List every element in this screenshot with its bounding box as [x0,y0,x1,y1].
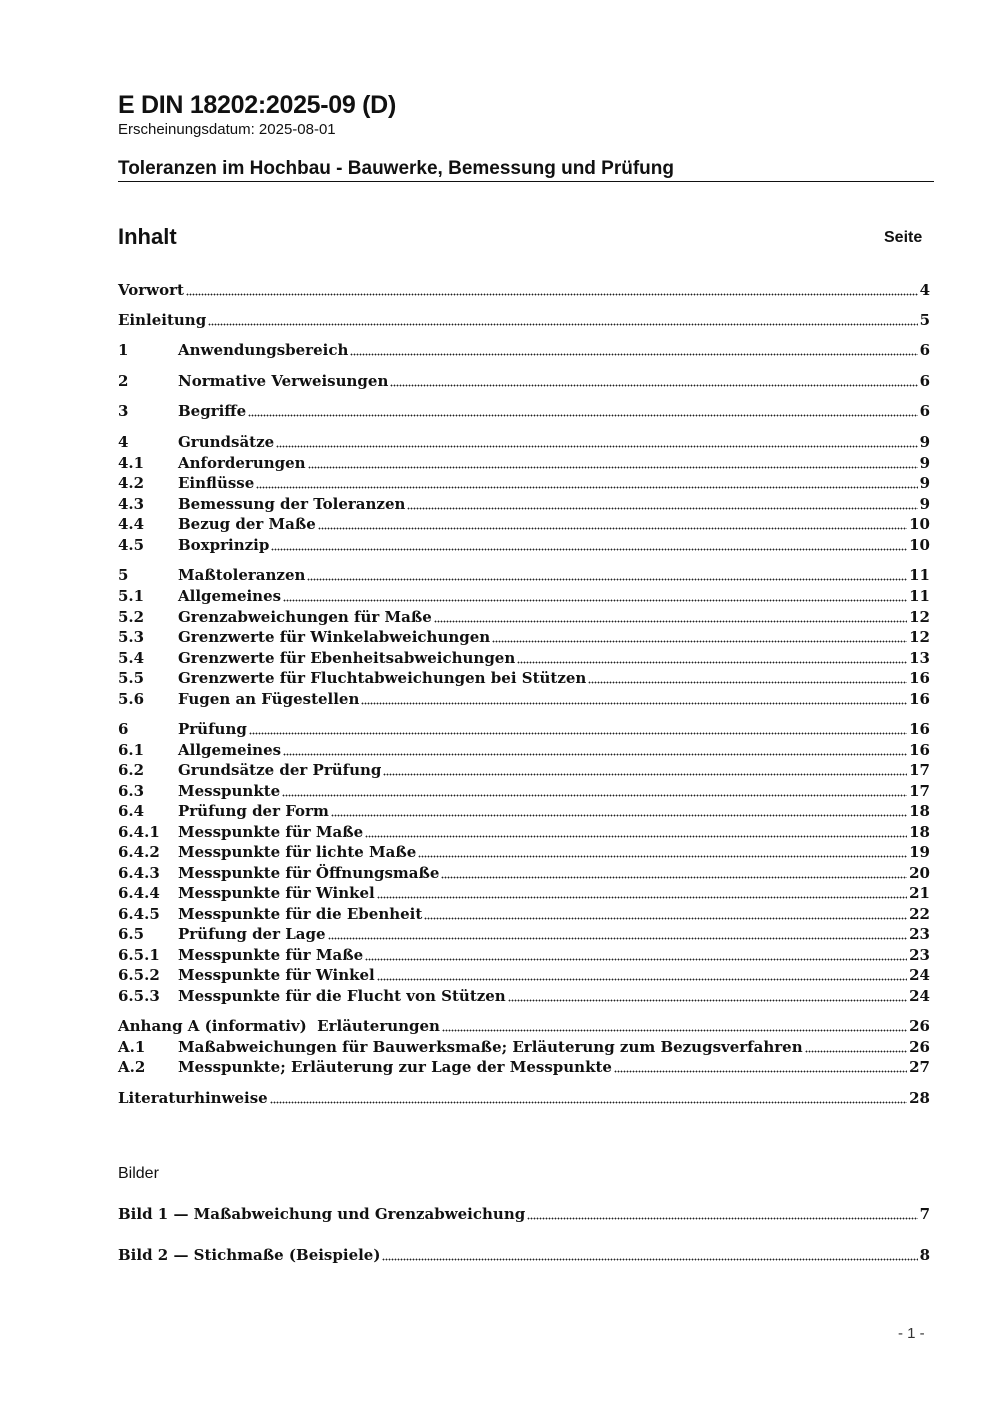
title-divider [118,181,934,182]
toc-leader-dots [377,978,907,981]
toc-entry-number: 6.5.1 [118,946,160,964]
toc-entry-page: 19 [909,843,930,861]
toc-entry-4-5[interactable] [118,533,930,554]
toc-entry-page: 28 [909,1089,930,1107]
toc-entry-number: 5.3 [118,628,145,646]
toc-entry-number: 6.4.3 [118,864,160,882]
toc-entry-title: Grenzwerte für Winkelabweichungen [178,628,491,646]
toc-entry-number: 5.2 [118,608,145,626]
toc-entry-page: 23 [909,946,930,964]
toc-entry-5-6[interactable] [118,687,930,708]
toc-entry-title: Grundsätze der Prüfung [178,761,382,779]
toc-entry-page: 16 [909,741,930,759]
toc-leader-dots [249,732,907,735]
toc-leader-dots [276,445,917,448]
toc-entry-number: 5.4 [118,649,145,667]
toc-leader-dots [365,958,907,961]
toc-entry-title: Maßabweichungen für Bauwerksmaße; Erläuterung zum Bezugsverfahren [178,1038,803,1056]
toc-entry-6-5-2[interactable] [118,963,930,984]
toc-entry-a-1[interactable] [118,1035,930,1056]
toc-entry-title: Literaturhinweise [118,1089,268,1107]
toc-entry-page: 18 [909,823,930,841]
toc-entry-1[interactable] [118,338,930,359]
toc-entry-6-1[interactable] [118,738,930,759]
toc-entry-number: 5.1 [118,587,145,605]
toc-entry-title: Vorwort [118,281,184,299]
toc-page-column-label: Seite [884,229,923,246]
toc-entry-title: Einflüsse [178,474,255,492]
toc-leader-dots [308,466,918,469]
toc-entry-title: Messpunkte für Maße [178,823,364,841]
toc-entry-title: Messpunkte; Erläuterung zur Lage der Messpunkte [178,1058,612,1076]
toc-entry-page: 12 [909,608,930,626]
toc-entry-page: 6 [919,372,930,390]
toc-entry-6-4-1[interactable] [118,820,930,841]
toc-entry-4-3[interactable] [118,492,930,513]
publication-date: Erscheinungsdatum: 2025-08-01 [118,121,336,138]
toc-leader-dots [208,323,917,326]
toc-entry-a-2[interactable] [118,1055,930,1076]
toc-entry-6-5[interactable] [118,922,930,943]
toc-entry-title: Normative Verweisungen [178,372,389,390]
toc-entry-page: 16 [909,669,930,687]
figure-entry-title: Bild 2 — Stichmaße (Beispiele) [118,1246,381,1264]
toc-entry-page: 26 [909,1038,930,1056]
toc-entry-5-5[interactable] [118,666,930,687]
toc-entry-title: Messpunkte für lichte Maße [178,843,417,861]
toc-entry-number: 5.5 [118,669,145,687]
toc-entry-anhang-a[interactable] [118,1014,930,1035]
toc-entry-6[interactable] [118,717,930,738]
toc-entry-6-3[interactable] [118,779,930,800]
figure-entry-page: 7 [919,1205,930,1223]
toc-entry-title: Prüfung der Lage [178,925,326,943]
toc-entry-title: Bezug der Maße [178,515,316,533]
toc-entry-title: Messpunkte für die Ebenheit [178,905,423,923]
toc-entry-6-4-2[interactable] [118,840,930,861]
toc-entry-number: 6 [118,720,129,738]
toc-entry-page: 18 [909,802,930,820]
toc-entry-number: 4 [118,433,129,451]
toc-entry-6-4-4[interactable] [118,881,930,902]
toc-entry-title: Grenzwerte für Ebenheitsabweichungen [178,649,516,667]
toc-entry-number: 6.4.4 [118,884,160,902]
toc-entry-number: 2 [118,372,129,390]
figure-entry-bild-2[interactable] [118,1243,930,1264]
toc-entry-page: 22 [909,905,930,923]
toc-entry-page: 11 [909,587,930,605]
toc-leader-dots [377,896,907,899]
toc-entry-number: 6.4.5 [118,905,160,923]
toc-entry-page: 9 [919,433,930,451]
toc-entry-page: 4 [919,281,930,299]
toc-entry-title: Messpunkte für Winkel [178,884,375,902]
toc-entry-4[interactable] [118,430,930,451]
toc-entry-number: 4.2 [118,474,145,492]
toc-entry-number: 3 [118,402,129,420]
toc-entry-vorwort[interactable] [118,278,930,299]
toc-heading: Inhalt [118,224,177,249]
toc-entry-literaturhinweise[interactable] [118,1086,930,1107]
toc-entry-3[interactable] [118,399,930,420]
toc-leader-dots [283,599,907,602]
toc-leader-dots [492,640,907,643]
toc-entry-number: 6.2 [118,761,145,779]
toc-entry-page: 9 [919,474,930,492]
toc-leader-dots [418,855,907,858]
toc-entry-title: Messpunkte für Winkel [178,966,375,984]
toc-entry-title: Grundsätze [178,433,275,451]
toc-entry-6-5-3[interactable] [118,984,930,1005]
toc-leader-dots [390,384,917,387]
toc-entry-title: Fugen an Fügestellen [178,690,360,708]
toc-entry-page: 24 [909,987,930,1005]
toc-entry-6-4-5[interactable] [118,902,930,923]
toc-entry-6-4[interactable] [118,799,930,820]
toc-entry-number: 6.4.1 [118,823,160,841]
toc-entry-page: 10 [909,515,930,533]
toc-entry-page: 6 [919,402,930,420]
toc-leader-dots [361,702,907,705]
toc-entry-number: 4.3 [118,495,145,513]
toc-entry-4-1[interactable] [118,451,930,472]
figure-entry-title: Bild 1 — Maßabweichung und Grenzabweichung [118,1205,526,1223]
toc-entry-6-2[interactable] [118,758,930,779]
toc-entry-5-2[interactable] [118,605,930,626]
toc-entry-page: 17 [909,761,930,779]
toc-entry-number: A.1 [118,1038,146,1056]
figure-entry-bild-1[interactable] [118,1202,930,1223]
toc-entry-number: 4.1 [118,454,145,472]
toc-leader-dots [407,507,917,510]
toc-entry-page: 16 [909,690,930,708]
toc-entry-title: Messpunkte für die Flucht von Stützen [178,987,506,1005]
document-subtitle: Toleranzen im Hochbau - Bauwerke, Bemessung und Prüfung [118,158,675,179]
toc-entry-title: Anhang A (informativ) Erläuterungen [118,1017,440,1035]
figure-entry-page: 8 [919,1246,930,1264]
toc-leader-dots [434,620,907,623]
toc-leader-dots [383,773,907,776]
toc-leader-dots [256,486,917,489]
toc-entry-title: Prüfung [178,720,247,738]
toc-entry-5-4[interactable] [118,646,930,667]
document-title: E DIN 18202:2025-09 (D) [118,91,396,119]
toc-entry-title: Anforderungen [178,454,306,472]
toc-entry-page: 23 [909,925,930,943]
toc-entry-4-2[interactable] [118,471,930,492]
toc-entry-title: Maßtoleranzen [178,566,306,584]
toc-entry-5-3[interactable] [118,625,930,646]
toc-entry-einleitung[interactable] [118,308,930,329]
toc-entry-page: 21 [909,884,930,902]
toc-entry-page: 10 [909,536,930,554]
toc-leader-dots [441,876,907,879]
toc-leader-dots [331,814,907,817]
toc-leader-dots [271,548,907,551]
toc-entry-page: 27 [909,1058,930,1076]
toc-leader-dots [186,293,918,296]
toc-leader-dots [517,661,907,664]
toc-leader-dots [614,1070,907,1073]
toc-entry-5-1[interactable] [118,584,930,605]
toc-entry-2[interactable] [118,369,930,390]
toc-leader-dots [365,835,907,838]
toc-leader-dots [424,917,907,920]
toc-entry-number: 6.1 [118,741,145,759]
toc-entry-page: 9 [919,495,930,513]
toc-entry-6-4-3[interactable] [118,861,930,882]
toc-entry-page: 5 [919,311,930,329]
toc-entry-title: Prüfung der Form [178,802,329,820]
toc-entry-number: 6.4 [118,802,145,820]
toc-entry-number: 4.4 [118,515,145,533]
toc-leader-dots [328,937,908,940]
toc-leader-dots [307,578,907,581]
toc-leader-dots [588,681,907,684]
toc-entry-title: Begriffe [178,402,247,420]
toc-entry-number: 5.6 [118,690,145,708]
toc-entry-page: 11 [909,566,930,584]
toc-entry-title: Einleitung [118,311,207,329]
toc-entry-title: Grenzwerte für Fluchtabweichungen bei Stützen [178,669,587,687]
toc-entry-title: Bemessung der Toleranzen [178,495,406,513]
toc-entry-number: 6.5 [118,925,145,943]
toc-entry-number: 6.3 [118,782,145,800]
toc-entry-number: 6.5.2 [118,966,160,984]
toc-entry-page: 17 [909,782,930,800]
toc-entry-page: 24 [909,966,930,984]
toc-leader-dots [442,1029,907,1032]
toc-entry-page: 16 [909,720,930,738]
toc-leader-dots [270,1101,907,1104]
toc-entry-4-4[interactable] [118,512,930,533]
toc-entry-number: A.2 [118,1058,146,1076]
toc-leader-dots [805,1050,908,1053]
page-number: - 1 - [898,1325,925,1342]
toc-entry-title: Boxprinzip [178,536,270,554]
toc-entry-page: 6 [919,341,930,359]
toc-entry-page: 26 [909,1017,930,1035]
toc-entry-title: Messpunkte für Maße [178,946,364,964]
toc-entry-6-5-1[interactable] [118,943,930,964]
toc-leader-dots [248,414,917,417]
toc-entry-number: 1 [118,341,129,359]
toc-entry-number: 4.5 [118,536,145,554]
toc-leader-dots [282,794,907,797]
toc-leader-dots [527,1217,917,1220]
figures-heading: Bilder [118,1165,159,1182]
toc-entry-title: Allgemeines [178,587,282,605]
toc-entry-number: 5 [118,566,129,584]
toc-leader-dots [382,1258,917,1261]
toc-entry-title: Messpunkte für Öffnungsmaße [178,864,440,882]
toc-leader-dots [318,527,907,530]
toc-entry-title: Allgemeines [178,741,282,759]
toc-leader-dots [508,999,907,1002]
toc-entry-5[interactable] [118,563,930,584]
toc-entry-title: Grenzabweichungen für Maße [178,608,432,626]
toc-entry-page: 9 [919,454,930,472]
toc-entry-number: 6.4.2 [118,843,160,861]
toc-leader-dots [283,753,907,756]
toc-entry-page: 20 [909,864,930,882]
toc-leader-dots [350,353,917,356]
toc-entry-title: Messpunkte [178,782,281,800]
toc-entry-title: Anwendungsbereich [178,341,349,359]
toc-entry-page: 12 [909,628,930,646]
toc-entry-page: 13 [909,649,930,667]
toc-entry-number: 6.5.3 [118,987,160,1005]
